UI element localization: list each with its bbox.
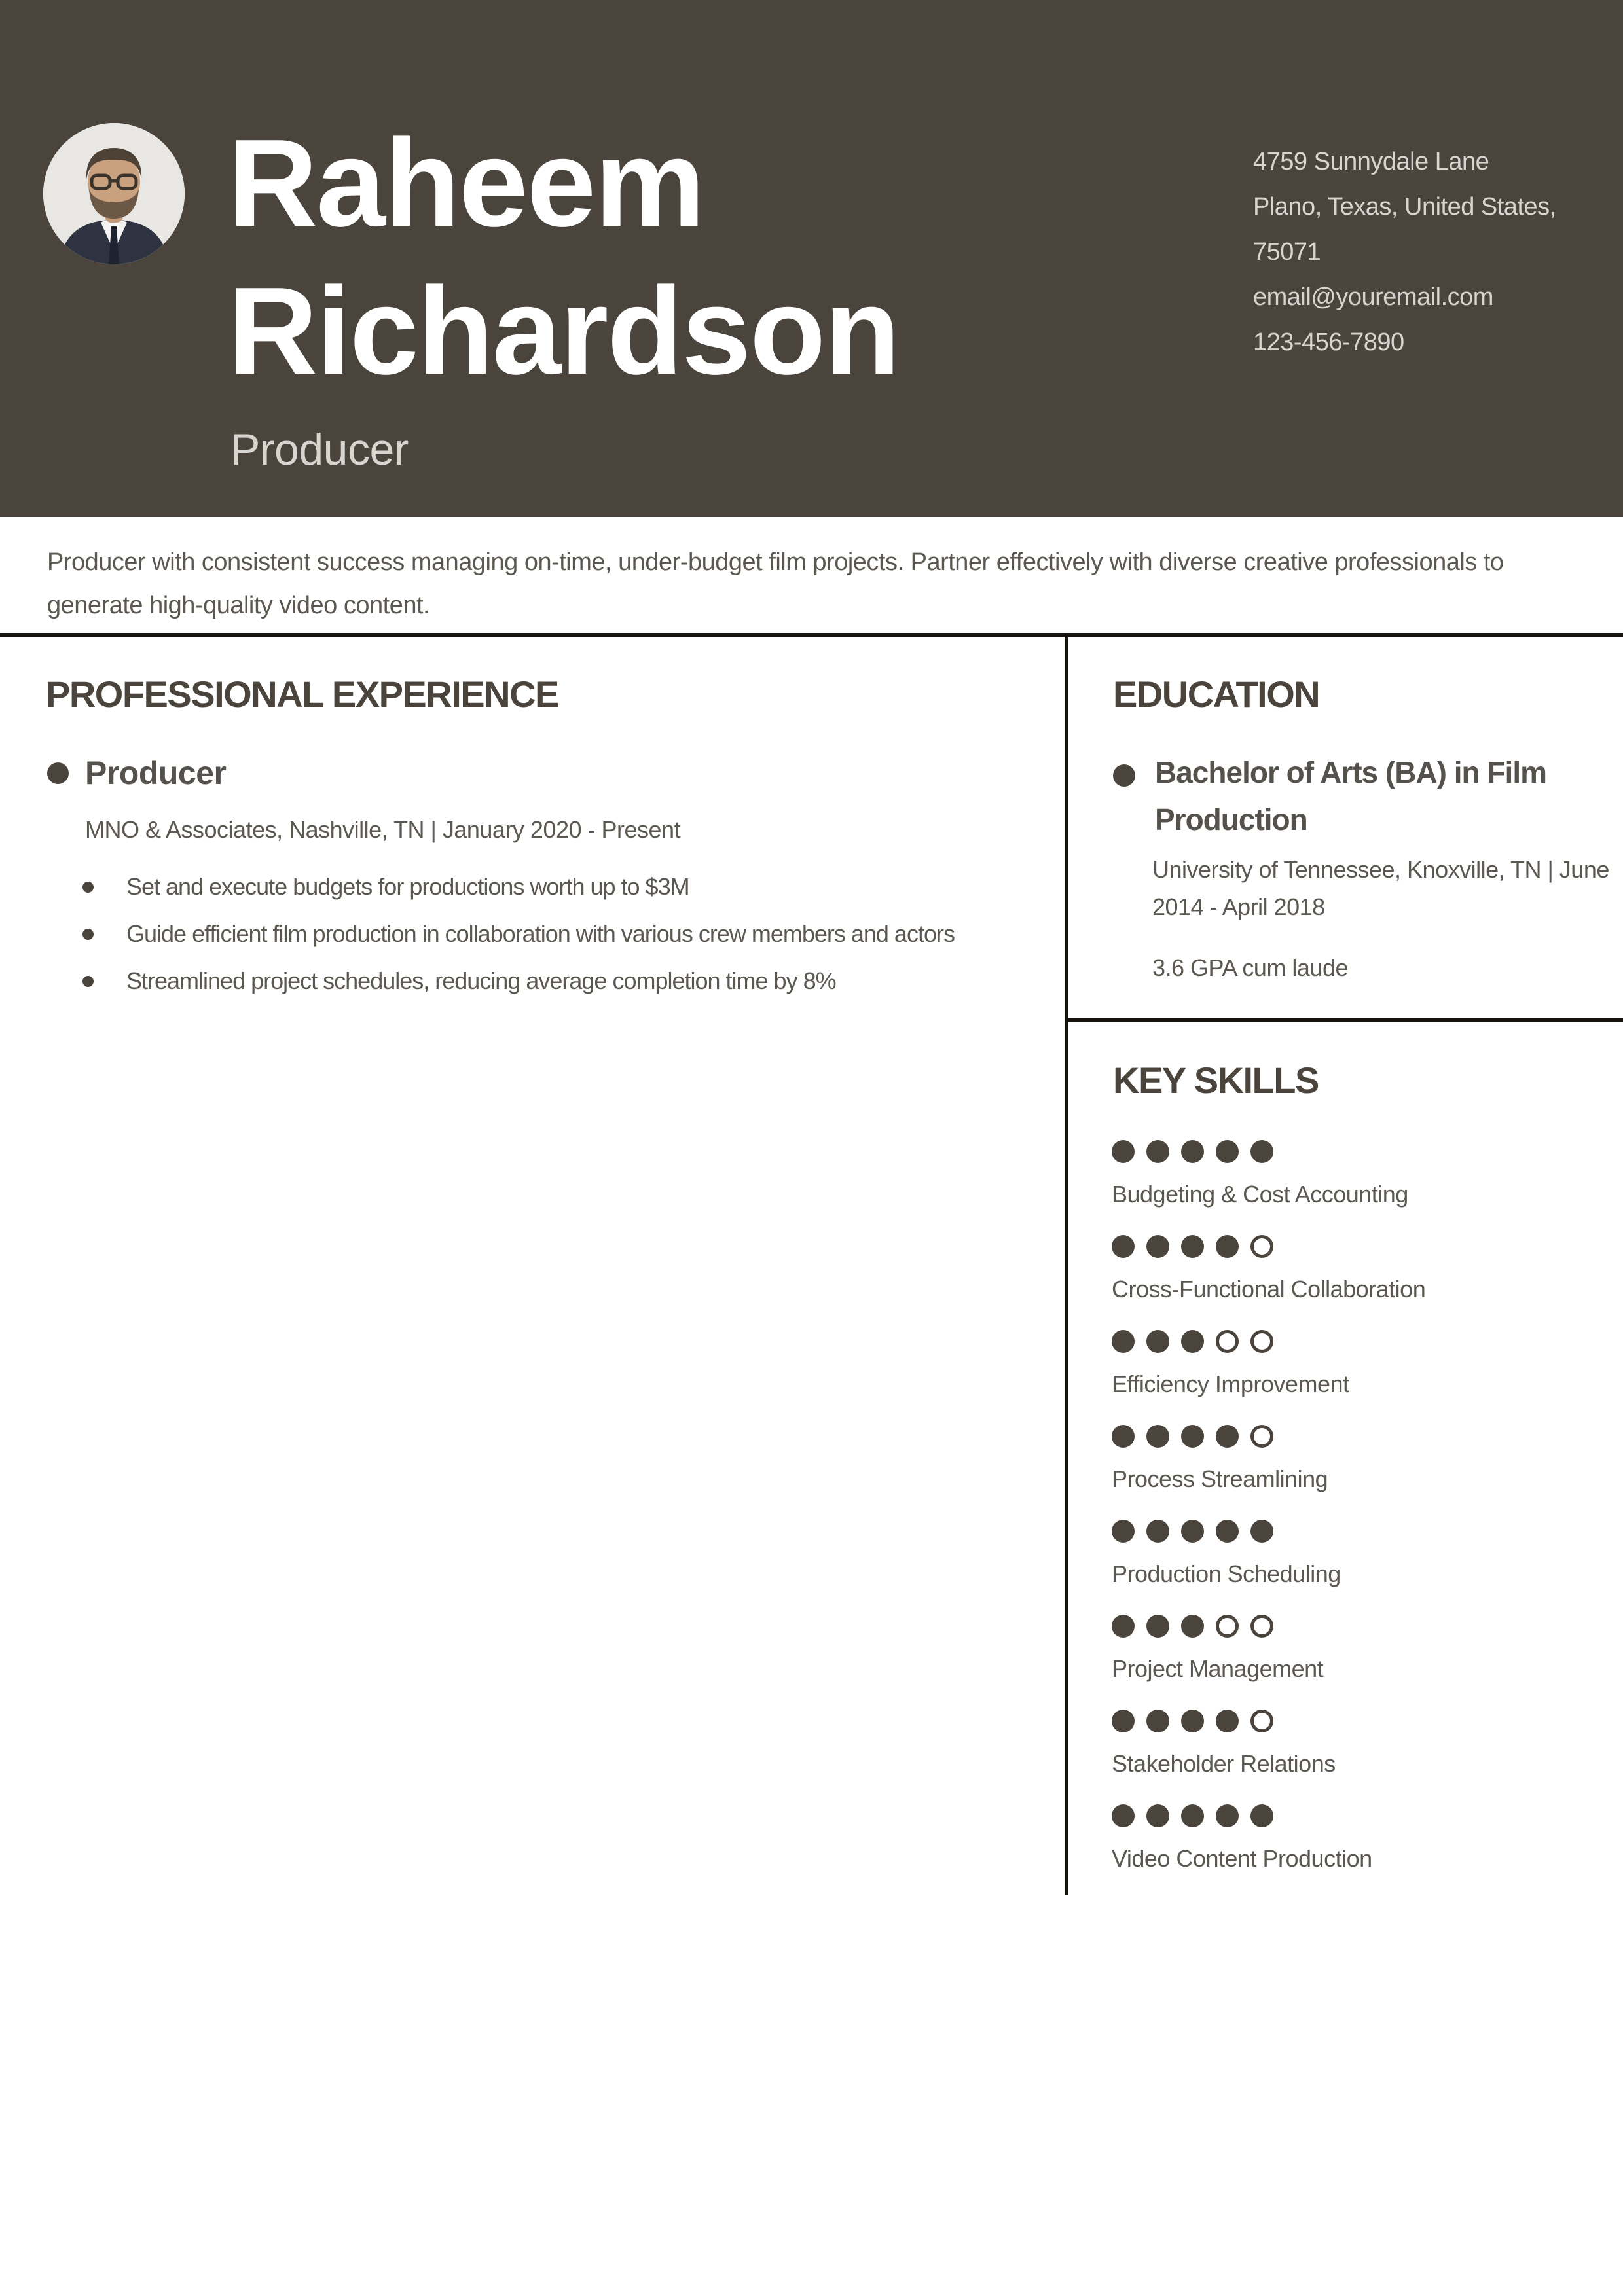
skill-rating (1112, 1710, 1583, 1732)
skill-rating (1112, 1140, 1583, 1163)
job-meta: MNO & Associates, Nashville, TN | January 2020 - Present (85, 816, 681, 843)
skills-list (1112, 1140, 1583, 1899)
rating-dot-filled-icon (1146, 1710, 1169, 1732)
skill-label: Efficiency Improvement (1112, 1371, 1349, 1397)
skill-item (1112, 1425, 1583, 1494)
rating-dot-filled-icon (1181, 1520, 1204, 1543)
rating-dot-filled-icon (1112, 1615, 1135, 1638)
skill-rating (1112, 1235, 1583, 1258)
rating-dot-filled-icon (1250, 1520, 1273, 1543)
rating-dot-filled-icon (1146, 1615, 1169, 1638)
rating-dot-filled-icon (1112, 1804, 1135, 1827)
skill-rating (1112, 1330, 1583, 1353)
skill-label: Process Streamlining (1112, 1465, 1328, 1492)
rating-dot-filled-icon (1181, 1425, 1204, 1448)
job-title: Producer (85, 755, 227, 791)
job-point (82, 870, 1045, 903)
skill-label: Budgeting & Cost Accounting (1112, 1181, 1408, 1208)
job-point (82, 918, 1045, 950)
rating-dot-filled-icon (1146, 1804, 1169, 1827)
rating-dot-filled-icon (1112, 1330, 1135, 1353)
skill-label: Cross-Functional Collaboration (1112, 1276, 1426, 1302)
rating-dot-filled-icon (1181, 1710, 1204, 1732)
rating-dot-filled-icon (1112, 1710, 1135, 1732)
skill-item (1112, 1615, 1583, 1683)
education-heading: EDUCATION (1113, 673, 1320, 715)
rating-dot-empty-icon (1250, 1710, 1273, 1732)
skill-label: Project Management (1112, 1655, 1324, 1682)
skill-rating (1112, 1615, 1583, 1638)
skill-item (1112, 1804, 1583, 1873)
job-point (82, 965, 1045, 997)
rating-dot-filled-icon (1146, 1520, 1169, 1543)
rating-dot-filled-icon (1112, 1425, 1135, 1448)
rating-dot-filled-icon (1216, 1520, 1239, 1543)
job-point-text: Guide efficient film production in collaboration with various crew members and actors (126, 920, 955, 947)
skill-item (1112, 1235, 1583, 1304)
degree-meta: University of Tennessee, Knoxville, TN | June 2014 - April 2018 (1152, 856, 1609, 920)
skill-label: Video Content Production (1112, 1845, 1372, 1872)
rating-dot-empty-icon (1216, 1615, 1239, 1638)
bullet-dot-icon (82, 929, 94, 940)
contact-block (1253, 139, 1607, 365)
education-divider (1068, 1018, 1623, 1022)
rating-dot-filled-icon (1146, 1140, 1169, 1163)
skill-rating (1112, 1804, 1583, 1827)
rating-dot-filled-icon (1181, 1235, 1204, 1258)
header-band (0, 0, 1623, 517)
skill-label: Stakeholder Relations (1112, 1750, 1336, 1777)
summary-divider (0, 633, 1623, 637)
job-point-text: Set and execute budgets for productions worth up to $3M (126, 873, 689, 900)
rating-dot-empty-icon (1250, 1330, 1273, 1353)
rating-dot-filled-icon (1216, 1710, 1239, 1732)
rating-dot-filled-icon (1146, 1425, 1169, 1448)
rating-dot-filled-icon (1112, 1520, 1135, 1543)
contact-line: email@youremail.com (1253, 283, 1493, 311)
rating-dot-filled-icon (1216, 1140, 1239, 1163)
rating-dot-filled-icon (1181, 1615, 1204, 1638)
rating-dot-empty-icon (1250, 1235, 1273, 1258)
rating-dot-filled-icon (1146, 1330, 1169, 1353)
rating-dot-filled-icon (1250, 1804, 1273, 1827)
contact-line: Plano, Texas, United States, (1253, 193, 1556, 221)
rating-dot-filled-icon (1181, 1330, 1204, 1353)
rating-dot-filled-icon (1181, 1804, 1204, 1827)
skill-label: Production Scheduling (1112, 1560, 1341, 1587)
skills-heading: KEY SKILLS (1113, 1060, 1319, 1101)
person-job-title: Producer (230, 425, 409, 475)
degree-title: Bachelor of Arts (BA) in Film Production (1155, 755, 1546, 836)
bullet-dot-icon (82, 882, 94, 893)
contact-line: 75071 (1253, 238, 1321, 266)
skill-rating (1112, 1425, 1583, 1448)
contact-line: 4759 Sunnydale Lane (1253, 148, 1489, 175)
bullet-dot-icon (82, 976, 94, 987)
rating-dot-empty-icon (1250, 1425, 1273, 1448)
skill-rating (1112, 1520, 1583, 1543)
rating-dot-filled-icon (1216, 1235, 1239, 1258)
skill-item (1112, 1710, 1583, 1778)
skill-item (1112, 1330, 1583, 1399)
rating-dot-filled-icon (1216, 1425, 1239, 1448)
rating-dot-empty-icon (1250, 1615, 1273, 1638)
skill-item (1112, 1520, 1583, 1588)
rating-dot-filled-icon (1112, 1235, 1135, 1258)
job-bullet-icon (47, 762, 69, 784)
summary-text: Producer with consistent success managing on-time, under-budget film projects. Partner effectively with diverse creative professionals to generate high-quality video content. (47, 548, 1504, 619)
rating-dot-filled-icon (1181, 1140, 1204, 1163)
rating-dot-filled-icon (1146, 1235, 1169, 1258)
person-portrait-icon (43, 123, 185, 264)
column-divider (1065, 633, 1068, 1895)
degree-gpa: 3.6 GPA cum laude (1152, 954, 1349, 981)
rating-dot-empty-icon (1216, 1330, 1239, 1353)
contact-line: 123-456-7890 (1253, 329, 1404, 356)
job-point-text: Streamlined project schedules, reducing average completion time by 8% (126, 967, 836, 994)
degree-bullet-icon (1113, 764, 1135, 787)
profile-photo (43, 123, 185, 264)
experience-heading: PROFESSIONAL EXPERIENCE (46, 673, 558, 715)
job-bullet-list (82, 870, 1045, 1012)
rating-dot-filled-icon (1216, 1804, 1239, 1827)
person-name: Raheem Richardson (228, 114, 900, 401)
skill-item (1112, 1140, 1583, 1209)
rating-dot-filled-icon (1112, 1140, 1135, 1163)
rating-dot-filled-icon (1250, 1140, 1273, 1163)
